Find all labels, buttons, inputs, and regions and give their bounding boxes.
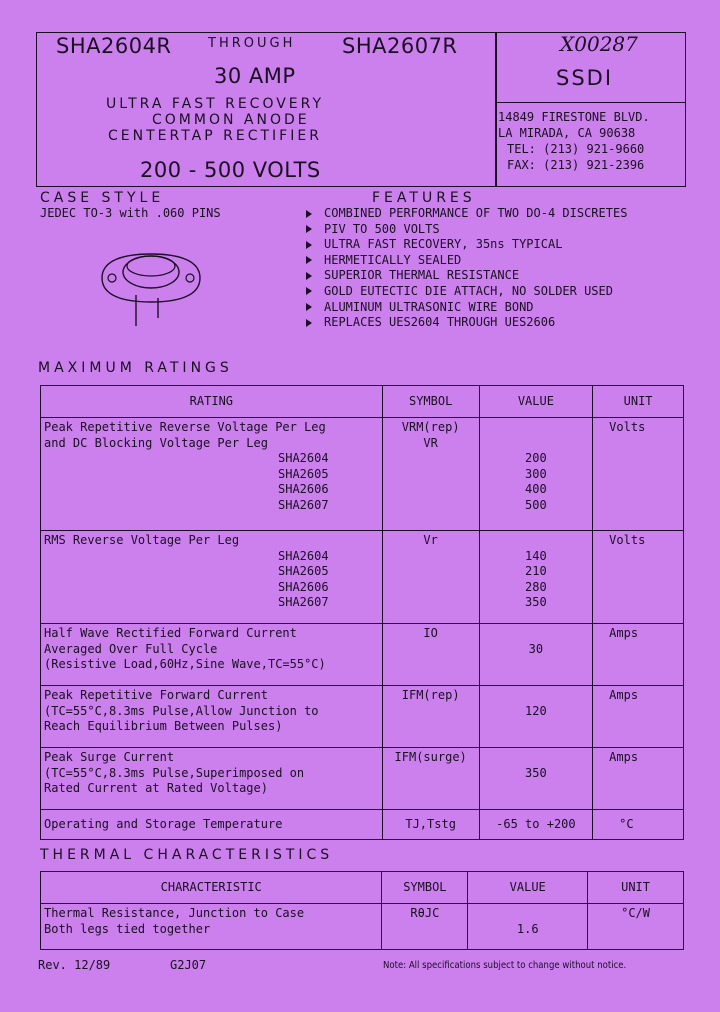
revision: Rev. 12/89 xyxy=(38,958,111,972)
feature-item: HERMETICALLY SEALED xyxy=(306,253,627,269)
feature-item: GOLD EUTECTIC DIE ATTACH, NO SOLDER USED xyxy=(306,284,627,300)
bullet-icon xyxy=(306,287,312,295)
handwritten-code: X00287 xyxy=(560,32,638,56)
header-value: VALUE xyxy=(468,872,588,904)
table-header-row xyxy=(41,386,684,418)
feature-item: SUPERIOR THERMAL RESISTANCE xyxy=(306,268,627,284)
header-symbol: SYMBOL xyxy=(382,386,479,418)
case-style-title: CASE STYLE xyxy=(40,190,165,206)
bullet-icon xyxy=(306,241,312,249)
part-from: SHA2604R xyxy=(56,34,172,58)
footer-note: Note: All specifications subject to change without notice. xyxy=(383,960,627,971)
header-unit: UNIT xyxy=(588,872,684,904)
feature-item: ULTRA FAST RECOVERY, 35ns TYPICAL xyxy=(306,237,627,253)
address-fax: FAX: (213) 921-2396 xyxy=(507,158,645,172)
bullet-icon xyxy=(306,210,312,218)
bullet-icon xyxy=(306,256,312,264)
bullet-icon xyxy=(306,303,312,311)
header-unit: UNIT xyxy=(593,386,684,418)
feature-item: PIV TO 500 VOLTS xyxy=(306,222,627,238)
description-line-1: ULTRA FAST RECOVERY xyxy=(106,96,325,112)
through-label: THROUGH xyxy=(208,36,296,51)
features-list xyxy=(306,206,627,331)
voltage-range: 200 - 500 VOLTS xyxy=(140,158,321,182)
table-row: Operating and Storage Temperature TJ,Tstg -65 to +200 °C xyxy=(41,810,684,840)
doc-code: G2J07 xyxy=(170,958,207,972)
header-symbol: SYMBOL xyxy=(382,872,468,904)
header-characteristic: CHARACTERISTIC xyxy=(41,872,382,904)
table-row: Thermal Resistance, Junction to Case Both legs tied together RθJC 1.6 °C/W xyxy=(41,904,684,950)
description-line-2: COMMON ANODE xyxy=(152,112,310,128)
to3-package-icon xyxy=(96,240,206,330)
feature-item: COMBINED PERFORMANCE OF TWO DO-4 DISCRETES xyxy=(306,206,627,222)
header-rating: RATING xyxy=(41,386,383,418)
address-street: 14849 FIRESTONE BLVD. xyxy=(498,110,650,124)
thermal-table xyxy=(40,871,684,950)
features-title: FEATURES xyxy=(372,190,476,206)
table-row: Peak Repetitive Forward Current (TC=55°C,8.3ms Pulse,Allow Junction to Reach Equilibrium Between Pulses) IFM(rep) 120 Amps xyxy=(41,686,684,748)
bullet-icon xyxy=(306,225,312,233)
table-row: Peak Surge Current (TC=55°C,8.3ms Pulse,Superimposed on Rated Current at Rated Voltage) IFM(surge) 350 Amps xyxy=(41,748,684,810)
max-ratings-title: MAXIMUM RATINGS xyxy=(38,360,233,376)
feature-item: ALUMINUM ULTRASONIC WIRE BOND xyxy=(306,300,627,316)
case-style-text: JEDEC TO-3 with .060 PINS xyxy=(40,206,221,220)
thermal-title: THERMAL CHARACTERISTICS xyxy=(40,847,334,863)
company-name: SSDI xyxy=(556,66,614,90)
table-row: RMS Reverse Voltage Per Leg SHA2604 SHA2605 SHA2606 SHA2607 Vr 140 210 280 350 Volts xyxy=(41,531,684,624)
bullet-icon xyxy=(306,319,312,327)
feature-item: REPLACES UES2604 THROUGH UES2606 xyxy=(306,315,627,331)
company-box-divider xyxy=(496,102,686,103)
table-header-row xyxy=(41,872,684,904)
max-ratings-table xyxy=(40,385,684,840)
address-city: LA MIRADA, CA 90638 xyxy=(498,126,636,140)
amp-rating: 30 AMP xyxy=(214,64,296,88)
part-to: SHA2607R xyxy=(342,34,458,58)
address-tel: TEL: (213) 921-9660 xyxy=(507,142,645,156)
table-row: Half Wave Rectified Forward Current Averaged Over Full Cycle (Resistive Load,60Hz,Sine Wave,TC=55°C) IO 30 Amps xyxy=(41,624,684,686)
description-line-3: CENTERTAP RECTIFIER xyxy=(108,128,322,144)
table-row: Peak Repetitive Reverse Voltage Per Leg and DC Blocking Voltage Per Leg SHA2604 SHA2605 SHA2606 SHA2607 VRM(rep) VR 200 300 400 500 Volts xyxy=(41,418,684,531)
header-value: VALUE xyxy=(479,386,593,418)
bullet-icon xyxy=(306,272,312,280)
